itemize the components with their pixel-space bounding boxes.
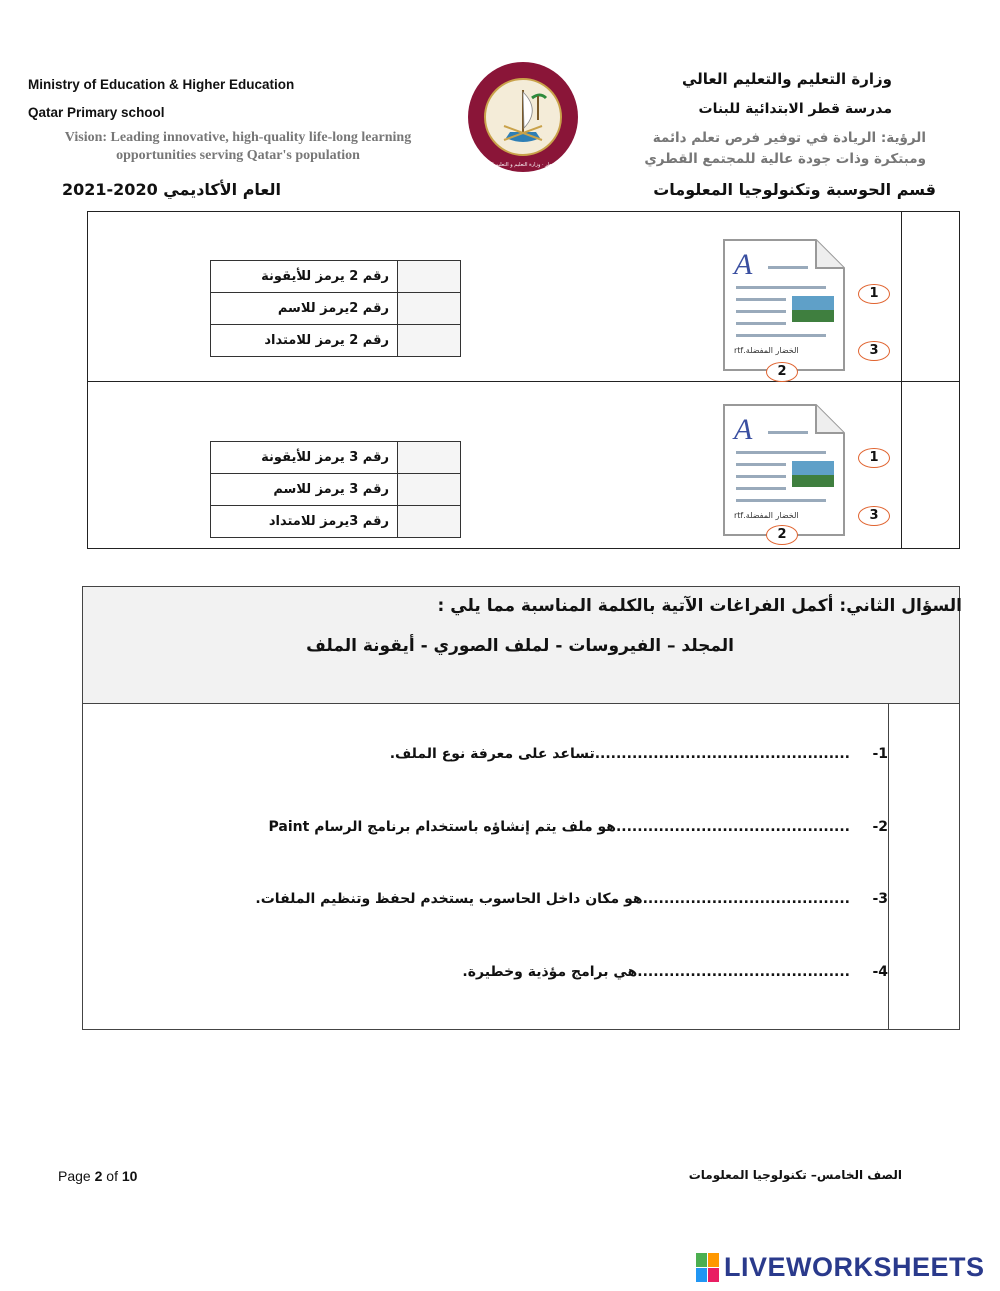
- answer-cell[interactable]: [398, 261, 461, 293]
- ministry-ar: وزارة التعليم والتعليم العالي: [681, 70, 892, 88]
- item-number: -4: [872, 964, 888, 980]
- answer-cell[interactable]: [398, 506, 461, 538]
- word-bank: المجلد – الفيروسات - لملف الصوري - أيقونة الملف: [306, 636, 734, 656]
- liveworksheets-logo-icon: [696, 1252, 720, 1284]
- grade-subject: الصف الخامس– تكنولوجيا المعلومات: [688, 1168, 902, 1182]
- department-ar: قسم الحوسبة وتكنولوجيا المعلومات: [653, 180, 936, 199]
- school-ar: مدرسة قطر الابتدائية للبنات: [698, 101, 892, 117]
- fill-blank-item[interactable]: ........................................هي برامج مؤذية وخطيرة.: [462, 964, 850, 980]
- option-label: رقم 2 يرمز للأيقونة: [211, 261, 398, 293]
- marker-1: 1: [858, 284, 890, 304]
- svg-text:A: A: [734, 413, 753, 446]
- option-label: رقم 2 يرمز للامتداد: [211, 325, 398, 357]
- option-label: رقم 3 يرمز للاسم: [211, 474, 398, 506]
- options-table-2: [210, 441, 461, 538]
- svg-text:A: A: [734, 248, 753, 281]
- option-label: رقم 2يرمز للاسم: [211, 293, 398, 325]
- item-number: -3: [872, 891, 888, 907]
- file-name: الخضار المفضلة.rtf: [734, 511, 799, 520]
- file-name: الخضار المفضلة.rtf: [734, 346, 799, 355]
- ministry-en: Ministry of Education & Higher Education: [28, 77, 295, 92]
- options-table-1: [210, 260, 461, 357]
- page-indicator: Page 2 of 10: [58, 1168, 138, 1184]
- school-en: Qatar Primary school: [28, 105, 165, 120]
- academic-year: العام الأكاديمي 2020-2021: [62, 180, 281, 199]
- option-label: رقم 3 يرمز للأيقونة: [211, 442, 398, 474]
- answer-cell[interactable]: [398, 293, 461, 325]
- answer-cell[interactable]: [398, 474, 461, 506]
- item-number: -1: [872, 746, 888, 762]
- marker-1: 1: [858, 448, 890, 468]
- marker-2: 2: [766, 525, 798, 545]
- fill-blank-item[interactable]: .......................................هو مكان داخل الحاسوب يستخدم لحفظ وتنظيم الملفات.: [255, 891, 850, 907]
- answer-cell[interactable]: [398, 325, 461, 357]
- liveworksheets-brand[interactable]: LIVEWORKSHEETS: [724, 1252, 985, 1282]
- file-illustration-1: [716, 236, 906, 382]
- fill-blank-item[interactable]: ............................................هو ملف يتم إنشاؤه باستخدام برنامج الرسام Paint: [268, 819, 850, 835]
- marker-3: 3: [858, 341, 890, 361]
- marker-2: 2: [766, 362, 798, 382]
- item-number: -2: [872, 819, 888, 835]
- question2-number-column: [888, 704, 889, 1030]
- fill-blank-item[interactable]: ................................................تساعد على معرفة نوع الملف.: [389, 746, 850, 762]
- answer-cell[interactable]: [398, 442, 461, 474]
- document-icon: [716, 236, 850, 376]
- logo-text: دولة قطر · وزارة التعليم و التعليم العالي: [481, 162, 565, 168]
- question2-title: السؤال الثاني: أكمل الفراغات الآتية بالكلمة المناسبة مما يلي :: [437, 596, 962, 616]
- vision-en: Vision: Leading innovative, high-quality life-long learning opportunities serving Qatar's population: [64, 130, 412, 163]
- marker-3: 3: [858, 506, 890, 526]
- document-icon: [716, 401, 850, 541]
- qatar-ministry-logo: [466, 60, 580, 174]
- option-label: رقم 3يرمز للامتداد: [211, 506, 398, 538]
- file-illustration-2: [716, 401, 906, 547]
- vision-ar: الرؤية: الريادة في توفير فرص تعلم دائمة ومبتكرة وذات جودة عالية للمجتمع القطري: [644, 130, 926, 167]
